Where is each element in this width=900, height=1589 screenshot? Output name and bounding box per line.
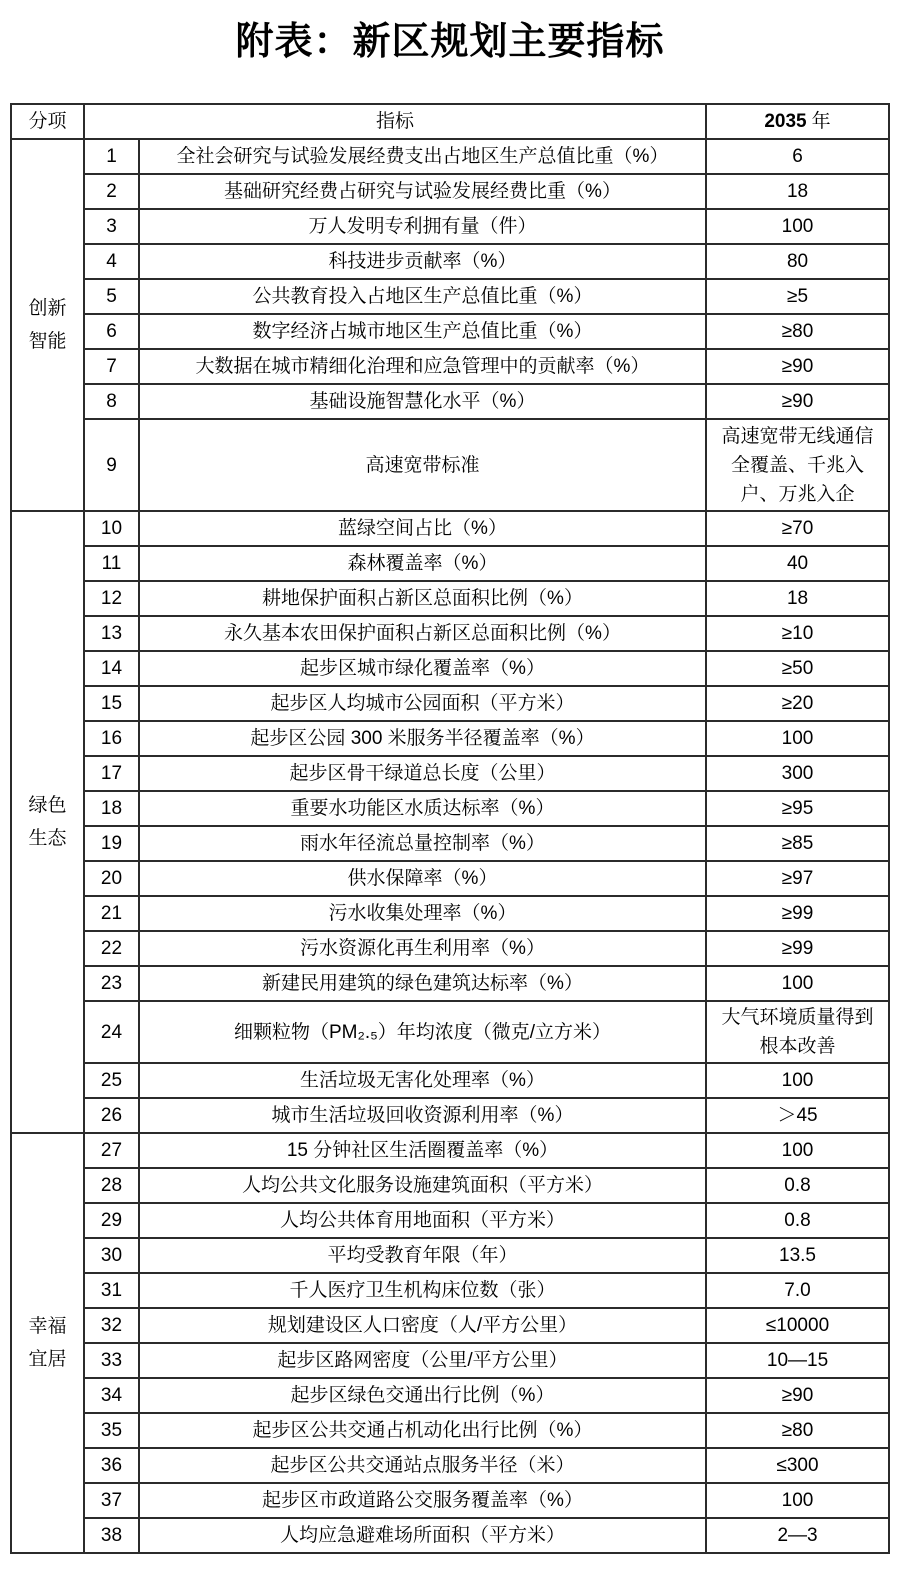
indicator-cell: 供水保障率（%） xyxy=(139,861,706,896)
value-cell: ≥50 xyxy=(706,651,889,686)
table-row xyxy=(11,1133,889,1168)
indicator-cell: 雨水年径流总量控制率（%） xyxy=(139,826,706,861)
table-row xyxy=(11,419,889,511)
table-row xyxy=(11,966,889,1001)
table-row xyxy=(11,349,889,384)
category-cell-innovation xyxy=(11,139,84,511)
value-cell: 13.5 xyxy=(706,1238,889,1273)
row-number-cell: 32 xyxy=(84,1308,139,1343)
table-row xyxy=(11,314,889,349)
row-number-cell: 38 xyxy=(84,1518,139,1553)
row-number-cell: 8 xyxy=(84,384,139,419)
row-number-cell: 31 xyxy=(84,1273,139,1308)
category-label-line: 生态 xyxy=(28,828,67,849)
value-cell: 100 xyxy=(706,209,889,244)
row-number-cell: 2 xyxy=(84,174,139,209)
row-number-cell: 26 xyxy=(84,1098,139,1133)
indicator-cell: 起步区城市绿化覆盖率（%） xyxy=(139,651,706,686)
row-number-cell: 36 xyxy=(84,1448,139,1483)
row-number-cell: 16 xyxy=(84,721,139,756)
row-number-cell: 9 xyxy=(84,419,139,511)
table-row xyxy=(11,1413,889,1448)
value-cell: 100 xyxy=(706,1063,889,1098)
row-number-cell: 3 xyxy=(84,209,139,244)
table-row xyxy=(11,384,889,419)
value-cell: ≥10 xyxy=(706,616,889,651)
row-number-cell: 20 xyxy=(84,861,139,896)
indicator-cell: 高速宽带标准 xyxy=(139,419,706,511)
indicator-cell: 人均公共体育用地面积（平方米） xyxy=(139,1203,706,1238)
value-cell: ≥97 xyxy=(706,861,889,896)
value-cell: 6 xyxy=(706,139,889,174)
indicator-cell: 起步区公共交通站点服务半径（米） xyxy=(139,1448,706,1483)
indicator-cell: 大数据在城市精细化治理和应急管理中的贡献率（%） xyxy=(139,349,706,384)
indicator-cell: 污水收集处理率（%） xyxy=(139,896,706,931)
table-row xyxy=(11,209,889,244)
indicator-cell: 规划建设区人口密度（人/平方公里） xyxy=(139,1308,706,1343)
header-year-suffix: 年 xyxy=(811,111,831,132)
indicator-cell: 重要水功能区水质达标率（%） xyxy=(139,791,706,826)
indicator-cell: 起步区绿色交通出行比例（%） xyxy=(139,1378,706,1413)
value-cell: ≥70 xyxy=(706,511,889,546)
table-row xyxy=(11,1273,889,1308)
row-number-cell: 6 xyxy=(84,314,139,349)
indicator-cell: 细颗粒物（PM₂.₅）年均浓度（微克/立方米） xyxy=(139,1001,706,1063)
value-cell: 100 xyxy=(706,966,889,1001)
indicator-cell: 平均受教育年限（年） xyxy=(139,1238,706,1273)
value-cell: ≥99 xyxy=(706,896,889,931)
table-row xyxy=(11,931,889,966)
value-cell: ≥90 xyxy=(706,384,889,419)
row-number-cell: 15 xyxy=(84,686,139,721)
table-row xyxy=(11,1063,889,1098)
indicator-cell: 永久基本农田保护面积占新区总面积比例（%） xyxy=(139,616,706,651)
row-number-cell: 33 xyxy=(84,1343,139,1378)
indicator-cell: 生活垃圾无害化处理率（%） xyxy=(139,1063,706,1098)
indicator-cell: 起步区公园 300 米服务半径覆盖率（%） xyxy=(139,721,706,756)
row-number-cell: 11 xyxy=(84,546,139,581)
value-cell: 80 xyxy=(706,244,889,279)
header-category: 分项 xyxy=(11,104,84,139)
value-cell: ≥95 xyxy=(706,791,889,826)
table-row xyxy=(11,1001,889,1063)
table-row xyxy=(11,139,889,174)
value-cell: ≥80 xyxy=(706,314,889,349)
row-number-cell: 37 xyxy=(84,1483,139,1518)
value-cell: ≥99 xyxy=(706,931,889,966)
table-row xyxy=(11,896,889,931)
indicator-cell: 蓝绿空间占比（%） xyxy=(139,511,706,546)
category-label-line: 绿色 xyxy=(28,795,67,816)
row-number-cell: 23 xyxy=(84,966,139,1001)
row-number-cell: 30 xyxy=(84,1238,139,1273)
table-row xyxy=(11,279,889,314)
table-row xyxy=(11,1308,889,1343)
indicator-cell: 全社会研究与试验发展经费支出占地区生产总值比重（%） xyxy=(139,139,706,174)
value-cell: ≤300 xyxy=(706,1448,889,1483)
category-label-line: 宜居 xyxy=(28,1349,67,1370)
value-cell: ＞45 xyxy=(706,1098,889,1133)
value-cell: 40 xyxy=(706,546,889,581)
table-row xyxy=(11,791,889,826)
table-row xyxy=(11,511,889,546)
value-cell: ≥5 xyxy=(706,279,889,314)
row-number-cell: 7 xyxy=(84,349,139,384)
indicator-cell: 基础研究经费占研究与试验发展经费比重（%） xyxy=(139,174,706,209)
value-cell: ≥20 xyxy=(706,686,889,721)
table-row xyxy=(11,1098,889,1133)
indicator-cell: 污水资源化再生利用率（%） xyxy=(139,931,706,966)
value-cell: 18 xyxy=(706,581,889,616)
indicator-cell: 新建民用建筑的绿色建筑达标率（%） xyxy=(139,966,706,1001)
value-cell: 300 xyxy=(706,756,889,791)
category-cell-green-ecology xyxy=(11,511,84,1133)
table-row xyxy=(11,546,889,581)
value-cell: ≤10000 xyxy=(706,1308,889,1343)
table-row xyxy=(11,1168,889,1203)
value-cell: 高速宽带无线通信全覆盖、千兆入户、万兆入企 xyxy=(706,419,889,511)
indicator-cell: 数字经济占城市地区生产总值比重（%） xyxy=(139,314,706,349)
value-cell: 100 xyxy=(706,721,889,756)
table-row xyxy=(11,244,889,279)
indicator-cell: 城市生活垃圾回收资源利用率（%） xyxy=(139,1098,706,1133)
table-row xyxy=(11,721,889,756)
row-number-cell: 19 xyxy=(84,826,139,861)
page-title: 附表：新区规划主要指标 xyxy=(235,21,665,63)
indicator-cell: 基础设施智慧化水平（%） xyxy=(139,384,706,419)
value-cell: 100 xyxy=(706,1133,889,1168)
row-number-cell: 13 xyxy=(84,616,139,651)
value-cell: ≥90 xyxy=(706,1378,889,1413)
value-cell: 0.8 xyxy=(706,1168,889,1203)
indicator-cell: 起步区市政道路公交服务覆盖率（%） xyxy=(139,1483,706,1518)
table-row xyxy=(11,1238,889,1273)
value-cell: 100 xyxy=(706,1483,889,1518)
indicator-cell: 万人发明专利拥有量（件） xyxy=(139,209,706,244)
indicator-cell: 起步区路网密度（公里/平方公里） xyxy=(139,1343,706,1378)
category-label-line: 创新 xyxy=(28,298,67,319)
row-number-cell: 29 xyxy=(84,1203,139,1238)
table-row xyxy=(11,1378,889,1413)
row-number-cell: 25 xyxy=(84,1063,139,1098)
row-number-cell: 4 xyxy=(84,244,139,279)
value-cell: 2—3 xyxy=(706,1518,889,1553)
indicators-table xyxy=(10,103,890,1554)
row-number-cell: 28 xyxy=(84,1168,139,1203)
indicator-cell: 人均公共文化服务设施建筑面积（平方米） xyxy=(139,1168,706,1203)
category-label-line: 幸福 xyxy=(28,1316,67,1337)
value-cell: 18 xyxy=(706,174,889,209)
row-number-cell: 21 xyxy=(84,896,139,931)
table-row xyxy=(11,826,889,861)
indicator-cell: 起步区人均城市公园面积（平方米） xyxy=(139,686,706,721)
row-number-cell: 1 xyxy=(84,139,139,174)
row-number-cell: 27 xyxy=(84,1133,139,1168)
indicator-cell: 千人医疗卫生机构床位数（张） xyxy=(139,1273,706,1308)
value-cell: ≥80 xyxy=(706,1413,889,1448)
table-row xyxy=(11,861,889,896)
row-number-cell: 18 xyxy=(84,791,139,826)
table-header-row xyxy=(11,104,889,139)
indicator-cell: 科技进步贡献率（%） xyxy=(139,244,706,279)
table-row xyxy=(11,581,889,616)
row-number-cell: 10 xyxy=(84,511,139,546)
row-number-cell: 12 xyxy=(84,581,139,616)
table-row xyxy=(11,651,889,686)
value-cell: 10—15 xyxy=(706,1343,889,1378)
row-number-cell: 22 xyxy=(84,931,139,966)
table-row xyxy=(11,1483,889,1518)
header-year-number: 2035 xyxy=(764,111,807,132)
table-row xyxy=(11,686,889,721)
value-cell: ≥85 xyxy=(706,826,889,861)
category-label-line: 智能 xyxy=(28,331,67,352)
indicator-cell: 人均应急避难场所面积（平方米） xyxy=(139,1518,706,1553)
indicator-cell: 起步区骨干绿道总长度（公里） xyxy=(139,756,706,791)
indicator-cell: 起步区公共交通占机动化出行比例（%） xyxy=(139,1413,706,1448)
table-row xyxy=(11,1448,889,1483)
category-cell-happy-livable xyxy=(11,1133,84,1553)
row-number-cell: 35 xyxy=(84,1413,139,1448)
row-number-cell: 14 xyxy=(84,651,139,686)
row-number-cell: 34 xyxy=(84,1378,139,1413)
value-cell: ≥90 xyxy=(706,349,889,384)
indicator-cell: 耕地保护面积占新区总面积比例（%） xyxy=(139,581,706,616)
row-number-cell: 17 xyxy=(84,756,139,791)
table-row xyxy=(11,1518,889,1553)
table-row xyxy=(11,756,889,791)
value-cell: 0.8 xyxy=(706,1203,889,1238)
table-row xyxy=(11,1343,889,1378)
indicator-cell: 森林覆盖率（%） xyxy=(139,546,706,581)
header-year xyxy=(706,104,889,139)
indicator-cell: 15 分钟社区生活圈覆盖率（%） xyxy=(139,1133,706,1168)
value-cell: 7.0 xyxy=(706,1273,889,1308)
row-number-cell: 24 xyxy=(84,1001,139,1063)
header-indicator: 指标 xyxy=(84,104,706,139)
row-number-cell: 5 xyxy=(84,279,139,314)
table-row xyxy=(11,174,889,209)
table-row xyxy=(11,1203,889,1238)
value-cell: 大气环境质量得到根本改善 xyxy=(706,1001,889,1063)
table-row xyxy=(11,616,889,651)
indicator-cell: 公共教育投入占地区生产总值比重（%） xyxy=(139,279,706,314)
